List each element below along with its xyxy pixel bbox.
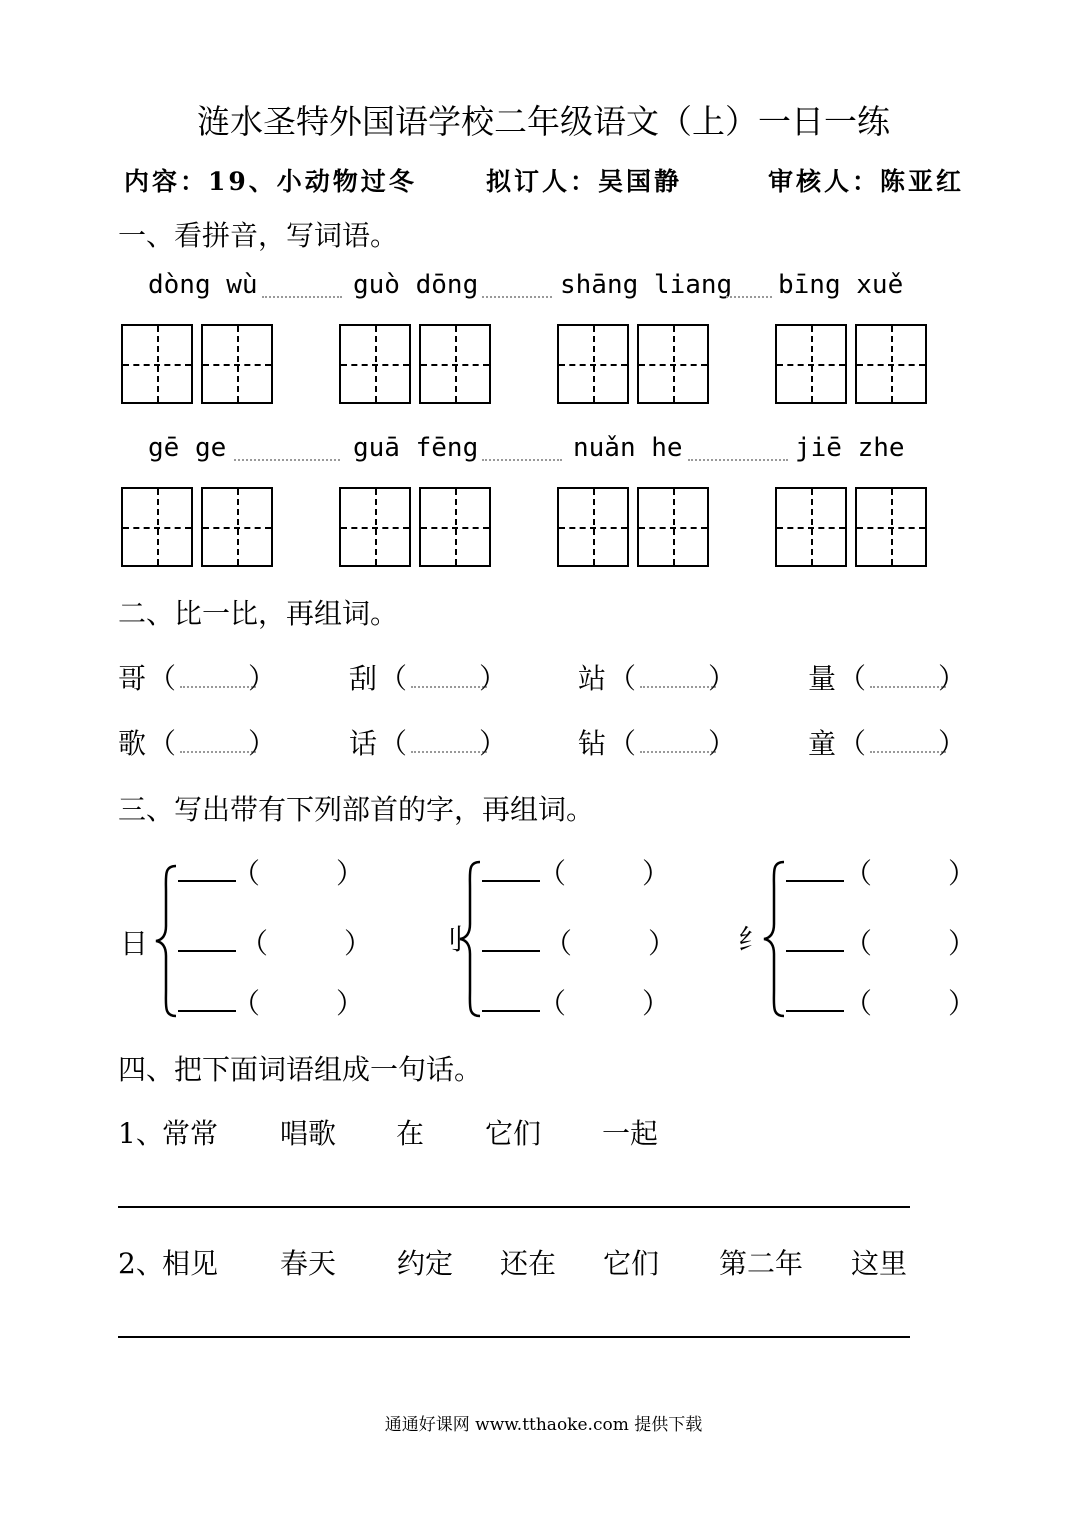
answer-blank[interactable]: [640, 686, 716, 688]
compare-char: 话: [349, 727, 378, 760]
section4-heading: 四、把下面词语组成一句话。: [118, 1053, 483, 1086]
writing-grid-cell[interactable]: [419, 487, 491, 567]
radical-char-blank[interactable]: [178, 950, 236, 952]
radical-char-blank[interactable]: [178, 1010, 236, 1012]
open-paren: （: [838, 662, 867, 695]
close-paren: ）: [948, 857, 977, 890]
open-paren: （: [379, 727, 408, 760]
word-chip: 约定: [397, 1247, 454, 1280]
answer-blank[interactable]: [180, 686, 256, 688]
dotted-filler: [262, 296, 342, 298]
word-chip: 在: [396, 1117, 425, 1150]
close-paren: ）: [948, 987, 977, 1020]
writing-grid-cell[interactable]: [339, 324, 411, 404]
radical-char-blank[interactable]: [786, 1010, 844, 1012]
writing-grid-cell[interactable]: [637, 324, 709, 404]
dotted-filler: [482, 296, 552, 298]
radical-char-blank[interactable]: [482, 950, 540, 952]
answer-blank[interactable]: [870, 751, 946, 753]
writing-grid-cell[interactable]: [775, 487, 847, 567]
word-chip: 这里: [851, 1247, 908, 1280]
radical-char-blank[interactable]: [482, 1010, 540, 1012]
dotted-filler: [234, 459, 340, 461]
close-paren: ）: [336, 987, 365, 1020]
word-chip: 还在: [500, 1247, 557, 1280]
writing-grid-cell[interactable]: [637, 487, 709, 567]
pinyin-label: gē ge: [148, 433, 227, 463]
close-paren: ）: [479, 662, 508, 695]
writing-grid-cell[interactable]: [557, 324, 629, 404]
open-paren: （: [148, 662, 177, 695]
content-label: 内容：19、小动物过冬: [124, 167, 417, 196]
pinyin-label: guā fēng: [353, 433, 479, 463]
word-chip: 常常: [162, 1117, 219, 1150]
compare-char: 歌: [118, 727, 147, 760]
answer-blank[interactable]: [180, 751, 256, 753]
writing-grid-cell[interactable]: [121, 324, 193, 404]
writing-grid-cell[interactable]: [775, 324, 847, 404]
compare-char: 钻: [578, 727, 607, 760]
word-chip: 唱歌: [280, 1117, 337, 1150]
open-paren: （: [538, 987, 567, 1020]
close-paren: ）: [708, 662, 737, 695]
pinyin-label: dòng wù: [148, 270, 258, 300]
open-paren: （: [838, 727, 867, 760]
section2-heading: 二、比一比，再组词。: [118, 597, 399, 630]
radical-label: 日: [120, 927, 149, 960]
open-paren: （: [844, 927, 873, 960]
radical-char-blank[interactable]: [178, 880, 236, 882]
section3-heading: 三、写出带有下列部首的字，再组词。: [118, 793, 595, 826]
radical-label: 纟: [738, 923, 767, 956]
open-paren: （: [538, 857, 567, 890]
compare-char: 刮: [349, 662, 378, 695]
answer-blank[interactable]: [411, 751, 487, 753]
open-paren: （: [232, 987, 261, 1020]
word-chip: 它们: [603, 1247, 660, 1280]
page-title: 涟水圣特外国语学校二年级语文（上）一日一练: [197, 102, 890, 141]
open-paren: （: [379, 662, 408, 695]
close-paren: ）: [648, 927, 677, 960]
pinyin-label: shāng liang: [560, 270, 733, 300]
open-paren: （: [544, 927, 573, 960]
answer-line[interactable]: [118, 1336, 910, 1338]
close-paren: ）: [938, 662, 967, 695]
radical-char-blank[interactable]: [786, 880, 844, 882]
footer-source: 通通好课网 www.tthaoke.com 提供下载: [384, 1415, 703, 1435]
left-brace-icon: [152, 862, 180, 1020]
word-chip: 相见: [162, 1247, 219, 1280]
word-chip: 它们: [485, 1117, 542, 1150]
section1-heading: 一、看拼音，写词语。: [118, 219, 399, 252]
open-paren: （: [844, 857, 873, 890]
answer-blank[interactable]: [411, 686, 487, 688]
close-paren: ）: [344, 927, 373, 960]
radical-char-blank[interactable]: [786, 950, 844, 952]
pinyin-label: bīng xuě: [778, 270, 904, 300]
question-number: 1、: [118, 1117, 164, 1150]
word-chip: 第二年: [719, 1247, 804, 1280]
left-brace-icon: [760, 858, 788, 1020]
answer-blank[interactable]: [640, 751, 716, 753]
writing-grid-cell[interactable]: [419, 324, 491, 404]
compare-char: 量: [808, 662, 837, 695]
writing-grid-cell[interactable]: [201, 324, 273, 404]
writing-grid-cell[interactable]: [855, 487, 927, 567]
close-paren: ）: [642, 857, 671, 890]
left-brace-icon: [456, 858, 484, 1020]
close-paren: ）: [479, 727, 508, 760]
word-chip: 一起: [602, 1117, 659, 1150]
question-number: 2、: [118, 1247, 164, 1280]
open-paren: （: [608, 662, 637, 695]
answer-blank[interactable]: [870, 686, 946, 688]
author-label: 拟订人：吴国静: [486, 167, 683, 196]
compare-char: 哥: [118, 662, 147, 695]
close-paren: ）: [248, 662, 277, 695]
close-paren: ）: [642, 987, 671, 1020]
writing-grid-cell[interactable]: [201, 487, 273, 567]
pinyin-label: guò dōng: [353, 270, 479, 300]
close-paren: ）: [948, 927, 977, 960]
pinyin-label: jiē zhe: [795, 433, 905, 463]
compare-char: 站: [578, 662, 607, 695]
close-paren: ）: [938, 727, 967, 760]
open-paren: （: [844, 987, 873, 1020]
radical-char-blank[interactable]: [482, 880, 540, 882]
writing-grid-cell[interactable]: [855, 324, 927, 404]
answer-line[interactable]: [118, 1206, 910, 1208]
word-chip: 春天: [280, 1247, 337, 1280]
dotted-filler: [482, 459, 562, 461]
open-paren: （: [148, 727, 177, 760]
dotted-filler: [726, 296, 772, 298]
dotted-filler: [688, 459, 788, 461]
writing-grid-cell[interactable]: [557, 487, 629, 567]
close-paren: ）: [248, 727, 277, 760]
open-paren: （: [232, 857, 261, 890]
pinyin-label: nuǎn he: [573, 433, 683, 463]
close-paren: ）: [336, 857, 365, 890]
compare-char: 童: [808, 727, 837, 760]
radical-label: 刂: [436, 923, 465, 956]
open-paren: （: [608, 727, 637, 760]
writing-grid-cell[interactable]: [121, 487, 193, 567]
reviewer-label: 审核人：陈亚红: [768, 167, 965, 196]
close-paren: ）: [708, 727, 737, 760]
open-paren: （: [240, 927, 269, 960]
writing-grid-cell[interactable]: [339, 487, 411, 567]
